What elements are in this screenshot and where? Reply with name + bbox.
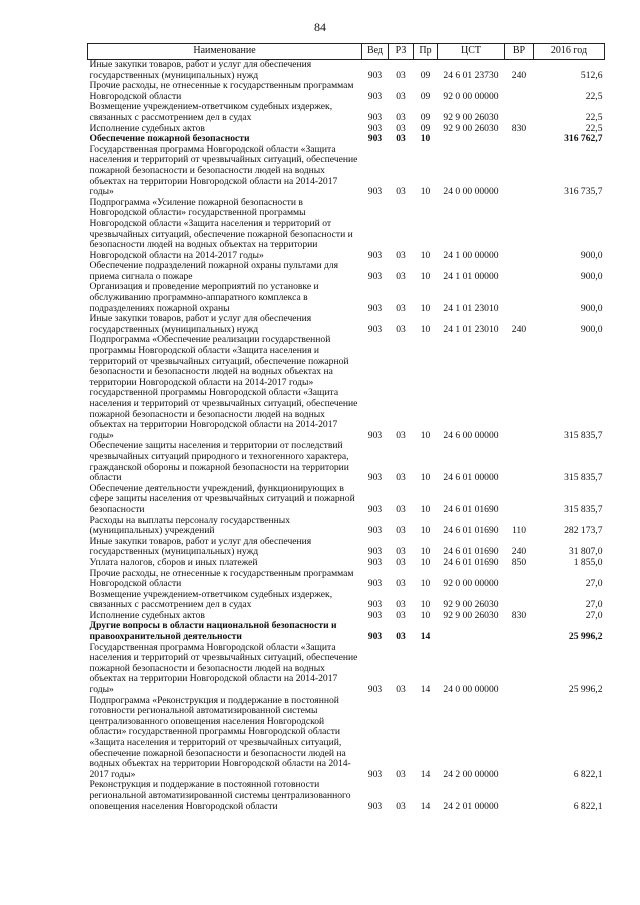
cell-ved: 903 bbox=[367, 631, 383, 643]
table-row bbox=[88, 102, 605, 123]
cell-pr: 10 bbox=[420, 133, 431, 145]
cell-ved: 903 bbox=[367, 111, 383, 123]
cell-vr bbox=[505, 261, 534, 282]
cell-pr: 10 bbox=[420, 270, 431, 282]
cell-vr bbox=[505, 335, 534, 441]
cell-ved: 903 bbox=[367, 525, 383, 537]
cell-pr: 10 bbox=[420, 525, 431, 537]
cell-sum: 900,0 bbox=[580, 323, 603, 335]
cell-rz: 03 bbox=[396, 122, 406, 134]
header-ved: Вед bbox=[362, 44, 389, 60]
cell-vr bbox=[505, 780, 534, 812]
cell-pr: 10 bbox=[420, 429, 431, 441]
cell-rz: 03 bbox=[396, 323, 406, 335]
header-name: Наименование bbox=[88, 44, 362, 60]
cell-pr: 10 bbox=[420, 546, 431, 558]
cell-ved: 903 bbox=[367, 556, 383, 568]
cell-rz: 03 bbox=[396, 768, 406, 780]
cell-sum: 316 762,7 bbox=[564, 133, 603, 145]
cell-rz: 03 bbox=[396, 186, 406, 198]
cell-cst: 92 9 00 26030 bbox=[443, 609, 499, 621]
table-row bbox=[88, 145, 605, 198]
cell-sum: 22,5 bbox=[585, 111, 603, 123]
cell-ved: 903 bbox=[367, 429, 383, 441]
cell-cst: 24 2 01 00000 bbox=[443, 800, 499, 812]
cell-rz: 03 bbox=[396, 631, 406, 643]
cell-sum: 282 173,7 bbox=[564, 525, 603, 537]
cell-pr: 10 bbox=[420, 186, 431, 198]
cell-cst: 92 9 00 26030 bbox=[443, 111, 499, 123]
table-row bbox=[88, 643, 605, 696]
cell-sum: 315 835,7 bbox=[564, 472, 603, 484]
cell-cst: 24 6 00 00000 bbox=[443, 429, 499, 441]
cell-name: Обеспечение подразделений пожарной охраны пультами для приема сигнала о пожаре bbox=[89, 260, 339, 282]
cell-name: Возмещение учреждением-ответчиком судебных издержек, связанных с рассмотрением дел в судах bbox=[89, 588, 333, 611]
cell-name: Подпрограмма «Реконструкция и поддержание в постоянной готовности региональной автоматизированной системы централизованного оповещения населения Новгородской области» государственной программы Новгородской области «Защита населения и территорий от чрезвычайных ситуаций, обеспечение пожарной безопасности и безопасности людей на водных объектах на территории Новгородской области на 2014-2017 годы» bbox=[89, 694, 351, 780]
cell-sum: 6 822,1 bbox=[573, 768, 603, 780]
cell-cst: 24 6 01 01690 bbox=[443, 546, 499, 558]
cell-cst: 92 0 00 00000 bbox=[443, 578, 499, 590]
cell-name: Подпрограмма «Усиление пожарной безопасности в Новгородской области» государственной программы Новгородской области «Защита населения и территорий от чрезвычайных ситуаций, обеспечение пожарной безопасности и безопасности людей на водных объектах на территории Новгородской области на 2014-2017 годы» bbox=[89, 196, 353, 261]
cell-sum: 27,0 bbox=[585, 578, 603, 590]
cell-sum: 25 996,2 bbox=[568, 631, 603, 643]
table-row bbox=[88, 261, 605, 282]
cell-pr: 10 bbox=[420, 249, 431, 261]
cell-name: Государственная программа Новгородской области «Защита населения и территорий от чрезвычайных ситуаций, обеспечение пожарной безопасности и безопасности людей на водных объектах на территории Новгородской области на 2014-2017 годы» bbox=[89, 143, 358, 198]
cell-rz: 03 bbox=[396, 270, 406, 282]
table-row bbox=[88, 537, 605, 558]
cell-cst: 24 1 01 23010 bbox=[443, 302, 499, 314]
cell-sum: 22,5 bbox=[585, 122, 603, 134]
cell-cst: 92 9 00 26030 bbox=[443, 122, 499, 134]
cell-vr: 830 bbox=[511, 122, 527, 134]
cell-name: Прочие расходы, не отнесенные к государственным программам Новгородской области bbox=[89, 80, 354, 102]
table-row bbox=[88, 198, 605, 262]
table-row bbox=[88, 516, 605, 537]
cell-vr bbox=[505, 696, 534, 781]
cell-vr bbox=[505, 81, 534, 102]
cell-ved: 903 bbox=[367, 503, 383, 515]
header-rz: РЗ bbox=[389, 44, 414, 60]
cell-rz: 03 bbox=[396, 684, 406, 696]
cell-ved: 903 bbox=[367, 609, 383, 621]
cell-sum: 316 735,7 bbox=[564, 186, 603, 198]
cell-pr: 10 bbox=[420, 323, 431, 335]
cell-name: Иные закупки товаров, работ и услуг для обеспечения государственных (муниципальных) нужд bbox=[89, 59, 312, 81]
cell-name: Организация и проведение мероприятий по установке и обслуживанию программно-аппаратного комплекса в подразделениях пожарной охраны bbox=[89, 281, 319, 314]
cell-vr bbox=[505, 569, 534, 590]
cell-rz: 03 bbox=[396, 69, 406, 81]
cell-name: Подпрограмма «Обеспечение реализации государственной программы Новгородской области «Защита населения и территорий от чрезвычайных ситуаций, обеспечение пожарной безопасности и безопасности людей на водных объектах на территории Новгородской области на 2014-2017 годы» государственной программы Новгородской области «Защита населения и территорий от чрезвычайных ситуаций, обеспечение пожарной безопасности и безопасности людей на водных объектах на территории Новгородской области на 2014-2017 годы» bbox=[89, 334, 358, 441]
cell-pr: 09 bbox=[420, 69, 431, 81]
cell-sum: 27,0 bbox=[585, 609, 603, 621]
cell-ved: 903 bbox=[367, 546, 383, 558]
cell-cst: 24 6 01 23730 bbox=[443, 69, 499, 81]
cell-sum: 6 822,1 bbox=[573, 800, 603, 812]
cell-vr bbox=[505, 441, 534, 483]
cell-vr bbox=[505, 282, 534, 314]
cell-sum: 22,5 bbox=[585, 90, 603, 102]
page-number: 84 bbox=[314, 20, 326, 34]
cell-vr bbox=[505, 621, 534, 642]
cell-rz: 03 bbox=[396, 472, 406, 484]
cell-name: Государственная программа Новгородской области «Защита населения и территорий от чрезвычайных ситуаций, обеспечение пожарной безопасности и безопасности людей на водных объектах на территории Новгородской области на 2014-2017 годы» bbox=[89, 641, 358, 696]
table-row bbox=[88, 81, 605, 102]
cell-ved: 903 bbox=[367, 270, 383, 282]
cell-pr: 10 bbox=[420, 599, 431, 611]
cell-vr: 240 bbox=[511, 323, 527, 335]
table-row bbox=[88, 441, 605, 483]
cell-name: Уплата налогов, сборов и иных платежей bbox=[89, 556, 258, 568]
cell-name: Обеспечение деятельности учреждений, функционирующих в сфере защиты населения от чрезвычайных ситуаций и пожарной безопасности bbox=[89, 482, 355, 515]
cell-vr: 830 bbox=[511, 609, 527, 621]
cell-name: Реконструкция и поддержание в постоянной готовности региональной автоматизированной системы централизованного оповещения населения Новгородской области bbox=[89, 779, 351, 812]
cell-ved: 903 bbox=[367, 578, 383, 590]
cell-pr: 10 bbox=[420, 578, 431, 590]
cell-vr bbox=[505, 134, 534, 145]
table-row bbox=[88, 314, 605, 335]
cell-pr: 09 bbox=[420, 122, 431, 134]
cell-cst: 24 1 00 00000 bbox=[443, 249, 499, 261]
cell-ved: 903 bbox=[367, 800, 383, 812]
cell-cst: 24 1 01 23010 bbox=[443, 323, 499, 335]
cell-pr: 14 bbox=[420, 631, 431, 643]
header-sum: 2016 год bbox=[534, 44, 605, 60]
cell-vr: 850 bbox=[511, 556, 527, 568]
cell-vr bbox=[505, 102, 534, 123]
cell-rz: 03 bbox=[396, 503, 406, 515]
cell-name: Исполнение судебных актов bbox=[89, 122, 205, 134]
table-body bbox=[88, 60, 605, 813]
cell-cst: 24 6 01 00000 bbox=[443, 472, 499, 484]
cell-rz: 03 bbox=[396, 800, 406, 812]
cell-vr: 240 bbox=[511, 546, 527, 558]
cell-vr bbox=[505, 590, 534, 611]
cell-cst: 92 0 00 00000 bbox=[443, 90, 499, 102]
cell-vr: 240 bbox=[511, 69, 527, 81]
cell-rz: 03 bbox=[396, 249, 406, 261]
cell-rz: 03 bbox=[396, 578, 406, 590]
cell-cst: 24 6 01 01690 bbox=[443, 525, 499, 537]
cell-name: Иные закупки товаров, работ и услуг для обеспечения государственных (муниципальных) нужд bbox=[89, 313, 312, 335]
cell-rz: 03 bbox=[396, 546, 406, 558]
cell-name: Обеспечение защиты населения и территории от последствий чрезвычайных ситуаций природного и техногенного характера, гражданской обороны и пожарной безопасности на территории области bbox=[89, 440, 349, 484]
cell-ved: 903 bbox=[367, 599, 383, 611]
cell-cst: 24 6 01 01690 bbox=[443, 556, 499, 568]
cell-rz: 03 bbox=[396, 525, 406, 537]
cell-rz: 03 bbox=[396, 599, 406, 611]
cell-rz: 03 bbox=[396, 133, 406, 145]
cell-vr bbox=[505, 484, 534, 516]
cell-ved: 903 bbox=[367, 323, 383, 335]
table-row bbox=[88, 60, 605, 82]
cell-name: Прочие расходы, не отнесенные к государственным программам Новгородской области bbox=[89, 567, 354, 590]
cell-vr bbox=[505, 643, 534, 696]
cell-pr: 10 bbox=[420, 609, 431, 621]
cell-sum: 25 996,2 bbox=[568, 684, 603, 696]
cell-rz: 03 bbox=[396, 90, 406, 102]
cell-rz: 03 bbox=[396, 556, 406, 568]
cell-cst: 24 0 00 00000 bbox=[443, 186, 499, 198]
cell-ved: 903 bbox=[367, 122, 383, 134]
cell-cst: 24 6 01 01690 bbox=[443, 503, 499, 515]
cell-pr: 14 bbox=[420, 768, 431, 780]
cell-rz: 03 bbox=[396, 111, 406, 123]
header-vr: ВР bbox=[505, 44, 534, 60]
cell-pr: 09 bbox=[420, 90, 431, 102]
cell-ved: 903 bbox=[367, 684, 383, 696]
cell-sum: 900,0 bbox=[580, 270, 603, 282]
cell-name: Расходы на выплаты персоналу государственных (муниципальных) учреждений bbox=[89, 514, 291, 537]
header-pr: Пр bbox=[414, 44, 438, 60]
cell-name: Возмещение учреждением-ответчиком судебных издержек, связанных с рассмотрением дел в судах bbox=[89, 101, 333, 123]
cell-vr bbox=[505, 198, 534, 262]
cell-cst bbox=[438, 621, 505, 642]
cell-pr: 14 bbox=[420, 800, 431, 812]
cell-vr: 110 bbox=[511, 525, 527, 537]
cell-vr bbox=[505, 145, 534, 198]
cell-ved: 903 bbox=[367, 90, 383, 102]
cell-pr: 10 bbox=[420, 503, 431, 515]
cell-rz: 03 bbox=[396, 609, 406, 621]
cell-name: Исполнение судебных актов bbox=[89, 609, 205, 621]
table-row bbox=[88, 590, 605, 611]
cell-sum: 512,6 bbox=[580, 69, 603, 81]
cell-name: Обеспечение пожарной безопасности bbox=[89, 133, 250, 145]
table-row bbox=[88, 780, 605, 812]
cell-sum: 900,0 bbox=[580, 302, 603, 314]
table-row bbox=[88, 696, 605, 781]
table-row bbox=[88, 621, 605, 642]
cell-ved: 903 bbox=[367, 133, 383, 145]
cell-sum: 31 807,0 bbox=[568, 546, 603, 558]
table-row bbox=[88, 558, 605, 569]
table-row bbox=[88, 569, 605, 590]
cell-cst bbox=[438, 134, 505, 145]
cell-cst: 24 0 00 00000 bbox=[443, 684, 499, 696]
cell-cst: 92 9 00 26030 bbox=[443, 599, 499, 611]
cell-ved: 903 bbox=[367, 249, 383, 261]
cell-rz: 03 bbox=[396, 302, 406, 314]
cell-name: Другие вопросы в области национальной безопасности и правоохранительной деятельности bbox=[89, 620, 337, 643]
cell-pr: 14 bbox=[420, 684, 431, 696]
cell-pr: 09 bbox=[420, 111, 431, 123]
table-row bbox=[88, 282, 605, 314]
cell-ved: 903 bbox=[367, 186, 383, 198]
cell-pr: 10 bbox=[420, 556, 431, 568]
table-row bbox=[88, 335, 605, 441]
cell-pr: 10 bbox=[420, 302, 431, 314]
cell-sum: 27,0 bbox=[585, 599, 603, 611]
cell-sum: 900,0 bbox=[580, 249, 603, 261]
cell-sum: 315 835,7 bbox=[564, 429, 603, 441]
cell-sum: 315 835,7 bbox=[564, 503, 603, 515]
cell-cst: 24 1 01 00000 bbox=[443, 270, 499, 282]
budget-table bbox=[87, 43, 605, 812]
cell-pr: 10 bbox=[420, 472, 431, 484]
header-cst: ЦСТ bbox=[438, 44, 505, 60]
cell-ved: 903 bbox=[367, 302, 383, 314]
cell-cst: 24 2 00 00000 bbox=[443, 768, 499, 780]
table-header bbox=[88, 44, 605, 60]
cell-rz: 03 bbox=[396, 429, 406, 441]
cell-sum: 1 855,0 bbox=[573, 556, 603, 568]
cell-ved: 903 bbox=[367, 472, 383, 484]
table-row bbox=[88, 484, 605, 516]
cell-name: Иные закупки товаров, работ и услуг для обеспечения государственных (муниципальных) нужд bbox=[89, 535, 312, 558]
cell-ved: 903 bbox=[367, 768, 383, 780]
cell-ved: 903 bbox=[367, 69, 383, 81]
